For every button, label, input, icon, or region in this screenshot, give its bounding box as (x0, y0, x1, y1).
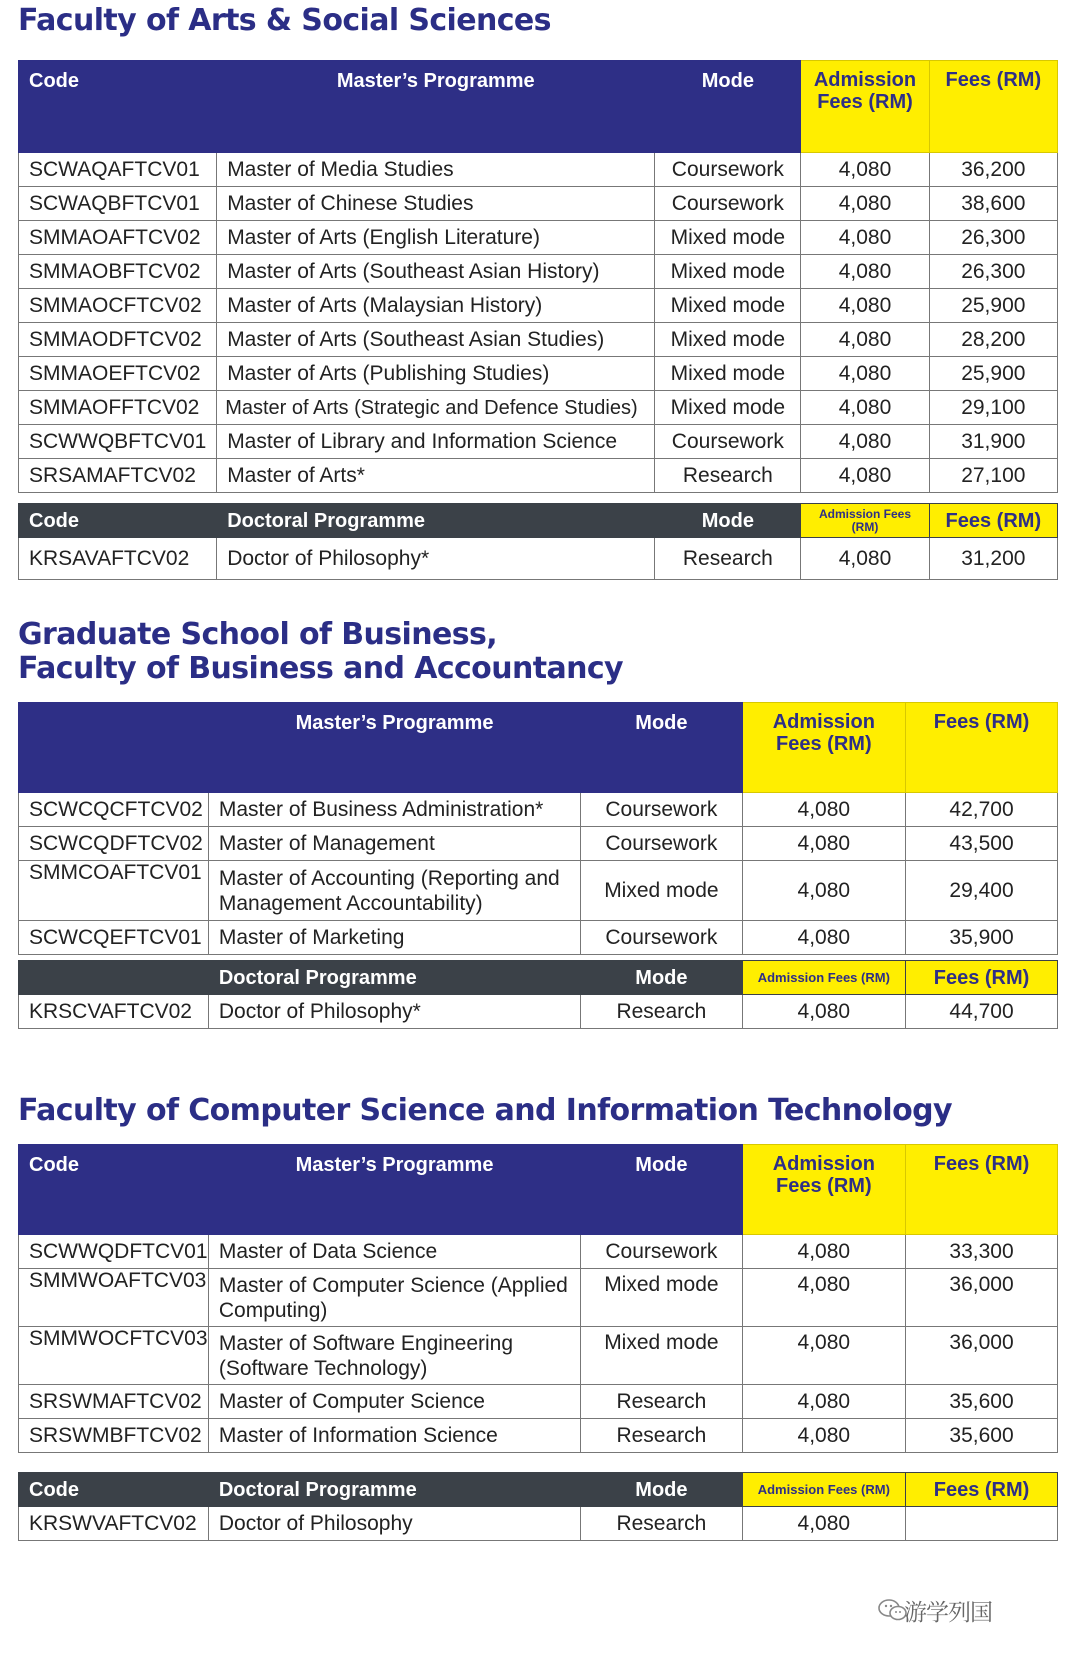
column-header: Mode (581, 1145, 742, 1235)
programme-code-cell: SCWWQBFTCV01 (19, 425, 217, 459)
admission-fee-cell: 4,080 (801, 153, 929, 187)
table-row (19, 827, 1058, 861)
table-header-row (19, 1145, 1058, 1235)
section-title: Faculty of Computer Science and Information Technology (18, 1093, 952, 1128)
fee-cell: 38,600 (929, 187, 1057, 221)
admission-fee-cell: 4,080 (742, 793, 905, 827)
programme-name-cell: Master of Arts* (217, 459, 655, 493)
doctoral-table (18, 503, 1058, 580)
mode-cell: Coursework (581, 921, 742, 955)
admission-fee-cell: 4,080 (801, 221, 929, 255)
mode-cell: Coursework (581, 827, 742, 861)
table-header-row (19, 61, 1058, 153)
table-row (19, 1385, 1058, 1419)
table-row (19, 1269, 1058, 1327)
fee-cell: 29,400 (906, 861, 1058, 921)
programme-code-cell: SRSWMBFTCV02 (19, 1419, 209, 1453)
programme-code-cell: SRSWMAFTCV02 (19, 1385, 209, 1419)
doctoral-table (18, 960, 1058, 1029)
programme-code-cell: SMMAOEFTCV02 (19, 357, 217, 391)
programme-code-cell: SCWAQAFTCV01 (19, 153, 217, 187)
admission-fee-cell: 4,080 (801, 187, 929, 221)
admission-fee-cell: 4,080 (742, 861, 905, 921)
mode-cell: Mixed mode (655, 255, 801, 289)
programme-code-cell: SMMAOCFTCV02 (19, 289, 217, 323)
fee-cell: 26,300 (929, 255, 1057, 289)
table-row (19, 861, 1058, 921)
table-header-row (19, 961, 1058, 995)
column-header (19, 961, 209, 995)
fee-cell: 36,000 (906, 1327, 1058, 1385)
column-header: Master’s Programme (217, 61, 655, 153)
table-row (19, 538, 1058, 580)
admission-fee-cell: 4,080 (742, 827, 905, 861)
section-title-line: Faculty of Business and Accountancy (18, 651, 623, 686)
programme-name-cell: Master of Marketing (208, 921, 580, 955)
programme-code-cell: KRSAVAFTCV02 (19, 538, 217, 580)
column-header: Admission Fees (RM) (742, 1145, 905, 1235)
admission-fee-cell: 4,080 (801, 289, 929, 323)
column-header (19, 703, 209, 793)
programme-code-cell: SMMAOFFTCV02 (19, 391, 217, 425)
programme-name-cell: Master of Business Administration* (208, 793, 580, 827)
fee-cell: 31,900 (929, 425, 1057, 459)
mode-cell: Research (655, 459, 801, 493)
watermark-text: 游学列国 (904, 1600, 992, 1626)
column-header: Fees (RM) (906, 1145, 1058, 1235)
table-row (19, 793, 1058, 827)
column-header: Admission Fees (RM) (742, 961, 905, 995)
column-header: Fees (RM) (929, 61, 1057, 153)
masters-table (18, 1144, 1058, 1453)
fee-cell: 31,200 (929, 538, 1057, 580)
column-header: Mode (581, 961, 742, 995)
table-row (19, 1507, 1058, 1541)
admission-fee-cell: 4,080 (801, 425, 929, 459)
table-row (19, 995, 1058, 1029)
doctoral-table (18, 1472, 1058, 1541)
column-header: Fees (RM) (929, 504, 1057, 538)
table-header-row (19, 1473, 1058, 1507)
mode-cell: Mixed mode (655, 357, 801, 391)
admission-fee-cell: 4,080 (742, 1419, 905, 1453)
table-row (19, 357, 1058, 391)
programme-name-cell: Master of Arts (English Literature) (217, 221, 655, 255)
fee-cell: 44,700 (906, 995, 1058, 1029)
admission-fee-cell: 4,080 (801, 459, 929, 493)
programme-code-cell: SMMCOAFTCV01 (19, 861, 209, 921)
programme-code-cell: SCWCQDFTCV02 (19, 827, 209, 861)
admission-fee-cell: 4,080 (742, 1269, 905, 1327)
admission-fee-cell: 4,080 (742, 921, 905, 955)
masters-table (18, 702, 1058, 955)
column-header: Doctoral Programme (208, 961, 580, 995)
mode-cell: Coursework (581, 1235, 742, 1269)
column-header: Fees (RM) (906, 703, 1058, 793)
mode-cell: Mixed mode (581, 1327, 742, 1385)
table-row (19, 255, 1058, 289)
programme-name-cell: Master of Computer Science (Applied Computing) (208, 1269, 580, 1327)
admission-fee-cell: 4,080 (801, 255, 929, 289)
column-header: Mode (581, 1473, 742, 1507)
fee-cell: 25,900 (929, 357, 1057, 391)
mode-cell: Mixed mode (655, 289, 801, 323)
table-row (19, 289, 1058, 323)
mode-cell: Mixed mode (581, 1269, 742, 1327)
programme-name-cell: Doctor of Philosophy (208, 1507, 580, 1541)
section-title (18, 618, 1058, 686)
mode-cell: Research (655, 538, 801, 580)
fee-cell: 35,900 (906, 921, 1058, 955)
column-header: Code (19, 1145, 209, 1235)
mode-cell: Research (581, 1419, 742, 1453)
mode-cell: Coursework (655, 425, 801, 459)
column-header: Fees (RM) (906, 961, 1058, 995)
masters-table (18, 60, 1058, 493)
fee-cell: 28,200 (929, 323, 1057, 357)
column-header: Code (19, 61, 217, 153)
fee-cell: 29,100 (929, 391, 1057, 425)
table-row (19, 1327, 1058, 1385)
column-header: Mode (655, 504, 801, 538)
programme-name-cell: Master of Accounting (Reporting and Management Accountability) (208, 861, 580, 921)
admission-fee-cell: 4,080 (742, 1235, 905, 1269)
programme-name-cell: Master of Arts (Publishing Studies) (217, 357, 655, 391)
mode-cell: Research (581, 995, 742, 1029)
section-computer-science (18, 1093, 1058, 1535)
programme-name-cell: Doctor of Philosophy* (217, 538, 655, 580)
programme-name-cell: Doctor of Philosophy* (208, 995, 580, 1029)
column-header: Doctoral Programme (217, 504, 655, 538)
mode-cell: Coursework (581, 793, 742, 827)
table-row (19, 921, 1058, 955)
section-title: Faculty of Arts & Social Sciences (18, 3, 551, 38)
section-business-accountancy (18, 617, 1058, 1023)
programme-name-cell: Master of Arts (Strategic and Defence Studies) (217, 391, 655, 425)
fee-cell: 33,300 (906, 1235, 1058, 1269)
fee-cell: 26,300 (929, 221, 1057, 255)
programme-name-cell: Master of Computer Science (208, 1385, 580, 1419)
programme-code-cell: SMMAODFTCV02 (19, 323, 217, 357)
fee-cell: 43,500 (906, 827, 1058, 861)
column-header: Mode (581, 703, 742, 793)
column-header: Mode (655, 61, 801, 153)
column-header: Admission Fees (RM) (742, 1473, 905, 1507)
programme-code-cell: SMMAOBFTCV02 (19, 255, 217, 289)
table-row (19, 459, 1058, 493)
programme-code-cell: SRSAMAFTCV02 (19, 459, 217, 493)
programme-code-cell: SCWWQDFTCV01 (19, 1235, 209, 1269)
programme-code-cell: SMMWOAFTCV03 (19, 1269, 209, 1327)
table-row (19, 1235, 1058, 1269)
programme-code-cell: SCWCQCFTCV02 (19, 793, 209, 827)
programme-code-cell: KRSCVAFTCV02 (19, 995, 209, 1029)
programme-code-cell: SMMWOCFTCV03 (19, 1327, 209, 1385)
table-row (19, 425, 1058, 459)
section-title-line: Graduate School of Business, (18, 617, 498, 652)
mode-cell: Mixed mode (655, 323, 801, 357)
fee-cell: 36,000 (906, 1269, 1058, 1327)
fee-cell: 36,200 (929, 153, 1057, 187)
column-header: Master’s Programme (208, 1145, 580, 1235)
programme-code-cell: SMMAOAFTCV02 (19, 221, 217, 255)
programme-code-cell: SCWAQBFTCV01 (19, 187, 217, 221)
programme-name-cell: Master of Chinese Studies (217, 187, 655, 221)
programme-name-cell: Master of Information Science (208, 1419, 580, 1453)
table-header-row (19, 504, 1058, 538)
mode-cell: Mixed mode (581, 861, 742, 921)
programme-name-cell: Master of Media Studies (217, 153, 655, 187)
admission-fee-cell: 4,080 (742, 1327, 905, 1385)
mode-cell: Research (581, 1507, 742, 1541)
mode-cell: Coursework (655, 187, 801, 221)
programme-name-cell: Master of Arts (Malaysian History) (217, 289, 655, 323)
table-row (19, 187, 1058, 221)
column-header: Fees (RM) (906, 1473, 1058, 1507)
fee-cell: 27,100 (929, 459, 1057, 493)
programme-name-cell: Master of Management (208, 827, 580, 861)
column-header: Admission Fees (RM) (801, 504, 929, 538)
admission-fee-cell: 4,080 (742, 1507, 905, 1541)
mode-cell: Mixed mode (655, 391, 801, 425)
column-header: Code (19, 504, 217, 538)
programme-name-cell: Master of Library and Information Science (217, 425, 655, 459)
table-row (19, 153, 1058, 187)
fee-cell: 35,600 (906, 1385, 1058, 1419)
fee-cell: 35,600 (906, 1419, 1058, 1453)
programme-name-cell: Master of Data Science (208, 1235, 580, 1269)
admission-fee-cell: 4,080 (801, 323, 929, 357)
table-header-row (19, 703, 1058, 793)
fee-cell: 42,700 (906, 793, 1058, 827)
mode-cell: Research (581, 1385, 742, 1419)
column-header: Doctoral Programme (208, 1473, 580, 1507)
table-row (19, 221, 1058, 255)
table-row (19, 391, 1058, 425)
programme-name-cell: Master of Arts (Southeast Asian Studies) (217, 323, 655, 357)
fee-cell (906, 1507, 1058, 1541)
column-header: Admission Fees (RM) (801, 61, 929, 153)
column-header: Admission Fees (RM) (742, 703, 905, 793)
programme-name-cell: Master of Arts (Southeast Asian History) (217, 255, 655, 289)
programme-code-cell: SCWCQEFTCV01 (19, 921, 209, 955)
admission-fee-cell: 4,080 (742, 995, 905, 1029)
admission-fee-cell: 4,080 (801, 357, 929, 391)
column-header: Code (19, 1473, 209, 1507)
table-row (19, 323, 1058, 357)
section-arts-social-sciences (18, 3, 1058, 570)
programme-name-cell: Master of Software Engineering (Software Technology) (208, 1327, 580, 1385)
admission-fee-cell: 4,080 (801, 538, 929, 580)
table-row (19, 1419, 1058, 1453)
admission-fee-cell: 4,080 (742, 1385, 905, 1419)
fee-cell: 25,900 (929, 289, 1057, 323)
column-header: Master’s Programme (208, 703, 580, 793)
mode-cell: Coursework (655, 153, 801, 187)
programme-code-cell: KRSWVAFTCV02 (19, 1507, 209, 1541)
mode-cell: Mixed mode (655, 221, 801, 255)
admission-fee-cell: 4,080 (801, 391, 929, 425)
